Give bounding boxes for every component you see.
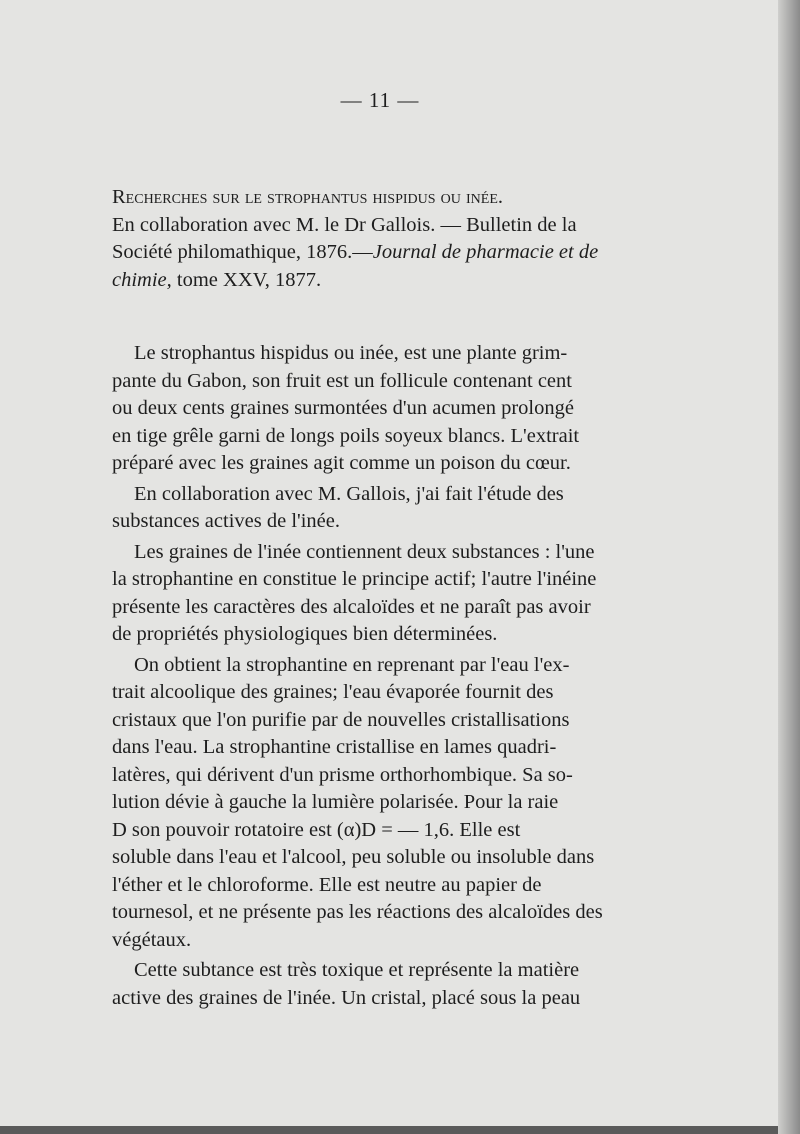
text-line: latères, qui dérivent d'un prisme orthorhombique. Sa so- bbox=[112, 763, 573, 786]
heading-line-1 bbox=[112, 184, 640, 212]
body-text bbox=[112, 340, 640, 1015]
paragraph-1 bbox=[112, 340, 640, 478]
paragraph-5 bbox=[112, 957, 640, 1012]
paragraph-3 bbox=[112, 539, 640, 649]
text-line: substances actives de l'inée. bbox=[112, 510, 340, 532]
paragraph-2 bbox=[112, 481, 640, 536]
text-line: dans l'eau. La strophantine cristallise en lames quadri- bbox=[112, 736, 557, 758]
text-line: Cette subtance est très toxique et représente la matière bbox=[134, 959, 580, 981]
text-line: tournesol, et ne présente pas les réactions des alcaloïdes des bbox=[112, 901, 603, 923]
heading-line-4 bbox=[112, 267, 640, 295]
heading-line-2: En collaboration avec M. le Dr Gallois. — Bulletin de la bbox=[112, 213, 577, 236]
heading-title: Recherches sur le strophantus hispidus ou inée. bbox=[112, 186, 504, 208]
text-line: végétaux. bbox=[112, 928, 192, 951]
heading-journal: Journal de pharmacie et de bbox=[372, 241, 599, 263]
text-line: la strophantine en constitue le principe actif; l'autre l'inéine bbox=[112, 568, 597, 590]
text-line: soluble dans l'eau et l'alcool, peu soluble ou insoluble dans bbox=[112, 846, 595, 868]
text-line: Le strophantus hispidus ou inée, est une plante grim- bbox=[134, 342, 568, 364]
text-line: Les graines de l'inée contiennent deux substances : l'une bbox=[134, 540, 595, 563]
heading-chimie: chimie, bbox=[112, 268, 172, 291]
heading-block bbox=[112, 184, 640, 294]
text-line: On obtient la strophantine en reprenant par l'eau l'ex- bbox=[134, 653, 570, 676]
text-line: l'éther et le chloroforme. Elle est neutre au papier de bbox=[112, 873, 542, 896]
text-line: pante du Gabon, son fruit est un follicule contenant cent bbox=[112, 369, 572, 392]
text-line: présente les caractères des alcaloïdes et ne paraît pas avoir bbox=[112, 595, 591, 618]
text-line: de propriétés physiologiques bien déterminées. bbox=[112, 623, 498, 645]
text-line: cristaux que l'on purifie par de nouvelles cristallisations bbox=[112, 708, 570, 731]
heading-society: Société philomathique, 1876.— bbox=[112, 241, 373, 263]
text-line: en tige grêle garni de longs poils soyeux blancs. L'extrait bbox=[112, 424, 580, 447]
text-line: active des graines de l'inée. Un cristal, placé sous la peau bbox=[112, 986, 581, 1009]
text-line: En collaboration avec M. Gallois, j'ai fait l'étude des bbox=[134, 482, 564, 505]
text-line: ou deux cents graines surmontées d'un acumen prolongé bbox=[112, 397, 574, 419]
heading-tome: tome XXV, 1877. bbox=[171, 268, 322, 291]
paragraph-4 bbox=[112, 652, 640, 955]
page-edge-shadow bbox=[778, 0, 800, 1134]
text-line: D son pouvoir rotatoire est (α)D = — 1,6. Elle est bbox=[112, 818, 521, 841]
page-number: — 11 — bbox=[340, 88, 420, 112]
text-line: préparé avec les graines agit comme un poison du cœur. bbox=[112, 452, 571, 474]
text-line: lution dévie à gauche la lumière polarisée. Pour la raie bbox=[112, 791, 559, 813]
heading-line-3 bbox=[112, 239, 640, 267]
text-line: trait alcoolique des graines; l'eau évaporée fournit des bbox=[112, 681, 554, 703]
